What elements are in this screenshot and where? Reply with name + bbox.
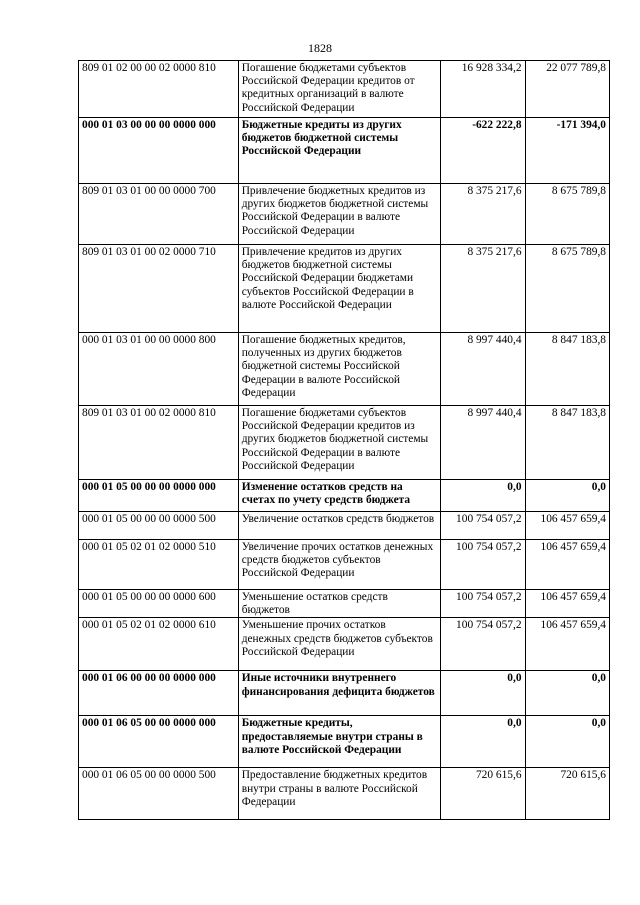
classification-code: 000 01 05 00 00 00 0000 600 [79, 590, 239, 618]
table-row [79, 245, 610, 333]
value-year-2: 720 615,6 [525, 768, 609, 820]
table-row [79, 333, 610, 406]
value-year-1: 100 754 057,2 [441, 618, 525, 671]
classification-code: 809 01 02 00 00 02 0000 810 [79, 61, 239, 118]
value-year-1: 8 997 440,4 [441, 333, 525, 406]
value-year-2: 106 457 659,4 [525, 590, 609, 618]
value-year-2: 106 457 659,4 [525, 618, 609, 671]
classification-code: 000 01 03 00 00 00 0000 000 [79, 118, 239, 184]
value-year-2: 8 847 183,8 [525, 406, 609, 480]
classification-code: 000 01 05 02 01 02 0000 510 [79, 540, 239, 590]
value-year-1: 8 375 217,6 [441, 184, 525, 245]
table-row [79, 61, 610, 118]
value-year-2: 106 457 659,4 [525, 512, 609, 540]
row-description: Погашение бюджетами субъектов Российской Федерации кредитов от кредитных организаций в валюте Российской Федерации [238, 61, 440, 118]
classification-code: 000 01 05 02 01 02 0000 610 [79, 618, 239, 671]
value-year-2: 106 457 659,4 [525, 540, 609, 590]
value-year-1: 100 754 057,2 [441, 540, 525, 590]
table-row [79, 480, 610, 512]
classification-code: 809 01 03 01 00 02 0000 810 [79, 406, 239, 480]
value-year-2: 0,0 [525, 480, 609, 512]
table-row [79, 184, 610, 245]
table-row [79, 716, 610, 768]
classification-code: 000 01 05 00 00 00 0000 500 [79, 512, 239, 540]
value-year-1: 0,0 [441, 480, 525, 512]
classification-code: 809 01 03 01 00 00 0000 700 [79, 184, 239, 245]
budget-sources-table [78, 60, 610, 820]
row-description: Бюджетные кредиты из других бюджетов бюджетной системы Российской Федерации [238, 118, 440, 184]
table-row [79, 671, 610, 716]
row-description: Предоставление бюджетных кредитов внутри страны в валюте Российской Федерации [238, 768, 440, 820]
row-description: Погашение бюджетных кредитов, полученных из других бюджетов бюджетной системы Российской Федерации в валюте Российской Федерации [238, 333, 440, 406]
table-row [79, 406, 610, 480]
classification-code: 809 01 03 01 00 02 0000 710 [79, 245, 239, 333]
table-body [79, 61, 610, 820]
row-description: Привлечение кредитов из других бюджетов бюджетной системы Российской Федерации бюджетами субъектов Российской Федерации в валюте Российской Федерации [238, 245, 440, 333]
row-description: Иные источники внутреннего финансирования дефицита бюджетов [238, 671, 440, 716]
table-row [79, 118, 610, 184]
value-year-1: 16 928 334,2 [441, 61, 525, 118]
table-row [79, 590, 610, 618]
table-row [79, 540, 610, 590]
value-year-1: 8 997 440,4 [441, 406, 525, 480]
classification-code: 000 01 06 05 00 00 0000 000 [79, 716, 239, 768]
value-year-1: 0,0 [441, 716, 525, 768]
row-description: Изменение остатков средств на счетах по учету средств бюджета [238, 480, 440, 512]
value-year-2: 0,0 [525, 671, 609, 716]
value-year-2: 0,0 [525, 716, 609, 768]
page-number: 1828 [308, 41, 332, 55]
value-year-2: 8 675 789,8 [525, 245, 609, 333]
value-year-2: 8 675 789,8 [525, 184, 609, 245]
row-description: Бюджетные кредиты, предоставляемые внутри страны в валюте Российской Федерации [238, 716, 440, 768]
classification-code: 000 01 06 05 00 00 0000 500 [79, 768, 239, 820]
value-year-1: 720 615,6 [441, 768, 525, 820]
classification-code: 000 01 05 00 00 00 0000 000 [79, 480, 239, 512]
row-description: Погашение бюджетами субъектов Российской Федерации кредитов из других бюджетов бюджетной системы Российской Федерации в валюте Российской Федерации [238, 406, 440, 480]
classification-code: 000 01 06 00 00 00 0000 000 [79, 671, 239, 716]
value-year-2: 22 077 789,8 [525, 61, 609, 118]
row-description: Привлечение бюджетных кредитов из других бюджетов бюджетной системы Российской Федерации в валюте Российской Федерации [238, 184, 440, 245]
value-year-1: 0,0 [441, 671, 525, 716]
table-row [79, 618, 610, 671]
table-row [79, 768, 610, 820]
classification-code: 000 01 03 01 00 00 0000 800 [79, 333, 239, 406]
value-year-2: -171 394,0 [525, 118, 609, 184]
row-description: Увеличение остатков средств бюджетов [238, 512, 440, 540]
value-year-2: 8 847 183,8 [525, 333, 609, 406]
row-description: Увеличение прочих остатков денежных средств бюджетов субъектов Российской Федерации [238, 540, 440, 590]
value-year-1: 8 375 217,6 [441, 245, 525, 333]
value-year-1: 100 754 057,2 [441, 512, 525, 540]
row-description: Уменьшение прочих остатков денежных средств бюджетов субъектов Российской Федерации [238, 618, 440, 671]
value-year-1: -622 222,8 [441, 118, 525, 184]
value-year-1: 100 754 057,2 [441, 590, 525, 618]
table-row [79, 512, 610, 540]
row-description: Уменьшение остатков средств бюджетов [238, 590, 440, 618]
